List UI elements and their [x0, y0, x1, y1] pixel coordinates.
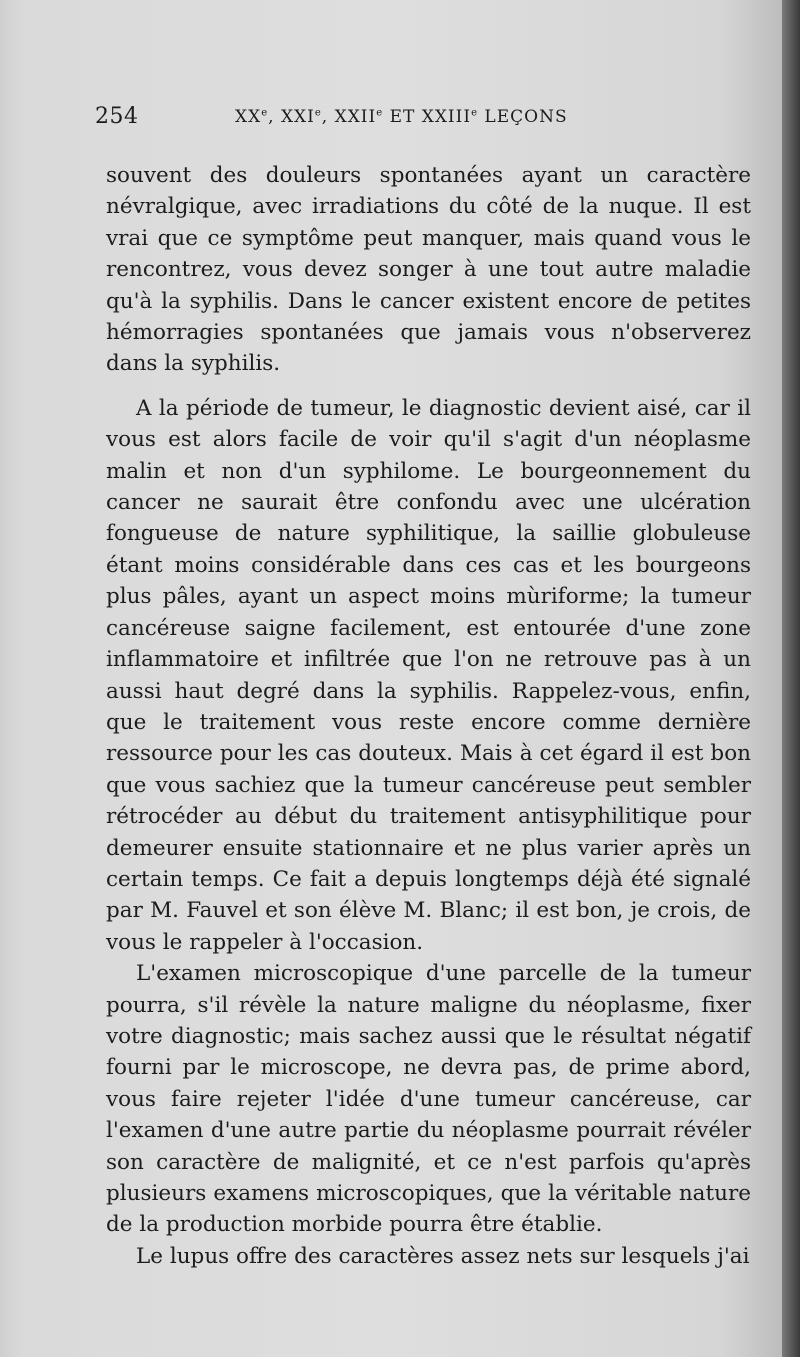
page-number: 254: [95, 104, 139, 129]
running-head: XXe, XXIe, XXIIe ET XXIIIe LEÇONS: [235, 107, 568, 127]
paragraph-4: Le lupus offre des caractères assez nets sur lesquels j'ai: [136, 1243, 750, 1269]
page-edge-shadow: [782, 0, 800, 1357]
paragraph-2: A la période de tumeur, le diagnostic devient aisé, car il vous est alors facile de voir qu'il s'agit d'un néoplasme malin et non d'un syphilome. Le bourgeonnement du cancer ne saurait être confondu avec une ulcération fongueuse de nature syphilitique, la saillie globuleuse étant moins considérable dans ces cas et les bourgeons plus pâles, ayant un aspect moins mùriforme; la tumeur cancéreuse saigne facilement, est entourée d'une zone inflammatoire et infiltrée que l'on ne retrouve pas à un aussi haut degré dans la syphilis. Rappelez-vous, enfin, que le traitement vous reste encore comme dernière ressource pour les cas douteux. Mais à cet égard il est bon que vous sachiez que la tumeur cancéreuse peut sembler rétrocéder au début du traitement antisyphilitique pour demeurer ensuite stationnaire et ne plus varier après un certain temps. Ce fait a depuis longtemps déjà été signalé par M. Fauvel et son élève M. Blanc; il est bon, je crois, de vous le rappeler à l'occasion.: [106, 395, 751, 955]
paragraph-1: souvent des douleurs spontanées ayant un caractère névralgique, avec irradiations du côté de la nuque. Il est vrai que ce symptôme peut manquer, mais quand vous le rencontrez, vous devez songer à une tout autre maladie qu'à la syphilis. Dans le cancer existent encore de petites hémorragies spontanées que jamais vous n'observerez dans la syphilis.: [106, 163, 751, 377]
paragraph-3: L'examen microscopique d'une parcelle de la tumeur pourra, s'il révèle la nature maligne du néoplasme, fixer votre diagnostic; mais sachez aussi que le résultat négatif fourni par le microscope, ne devra pas, de prime abord, vous faire rejeter l'idée d'une tumeur cancéreuse, car l'examen d'une autre partie du néoplasme pourrait révéler son caractère de malignité, et ce n'est parfois qu'après plusieurs examens microscopiques, que la véritable nature de la production morbide pourra être établie.: [106, 961, 751, 1238]
page-header: [95, 104, 695, 134]
body-text: [106, 160, 751, 1272]
